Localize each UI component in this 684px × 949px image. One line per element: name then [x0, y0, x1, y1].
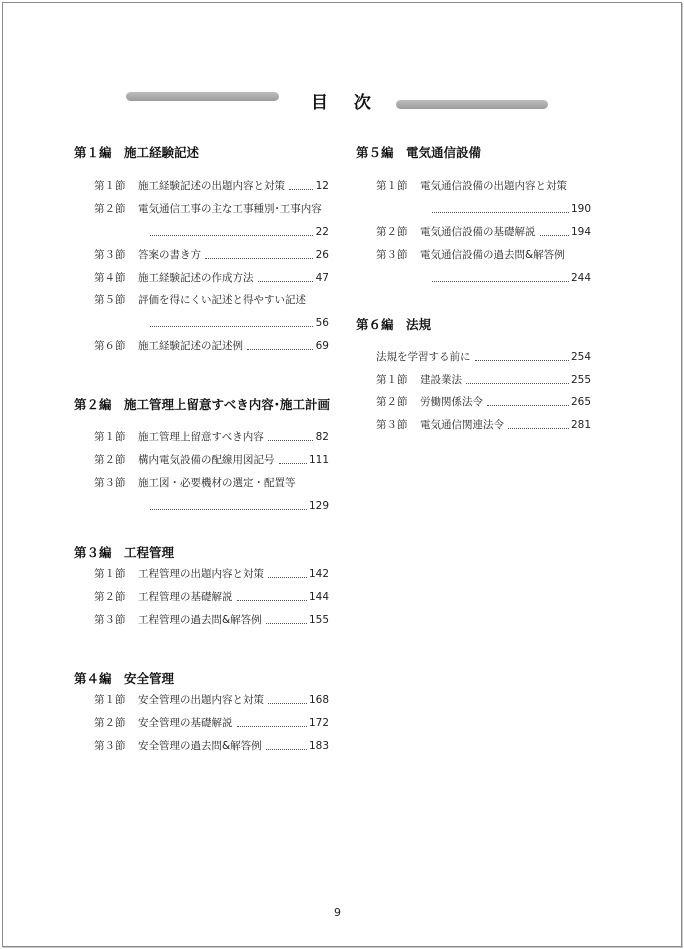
section-number: 第３節 — [94, 477, 126, 489]
dot-leader — [150, 500, 307, 510]
section-label: 電気通信関連法令 — [420, 419, 504, 431]
section-label: 工程管理の過去問&解答例 — [138, 614, 262, 626]
part-title: 第３編 工程管理 — [74, 545, 175, 560]
section-label: 建設業法 — [420, 374, 462, 386]
toc-entry[interactable] — [94, 567, 264, 581]
section-label: 電気通信工事の主な工事種別･工事内容 — [138, 203, 322, 215]
toc-entry[interactable] — [94, 430, 264, 444]
dot-leader — [266, 614, 307, 624]
toc-entry[interactable] — [94, 248, 201, 262]
section-number: 第１節 — [94, 431, 126, 443]
section-number: 第６節 — [94, 340, 126, 352]
toc-entry[interactable] — [94, 179, 285, 193]
page-ref: 255 — [570, 374, 591, 386]
dot-leader — [279, 454, 307, 464]
part-title: 第４編 安全管理 — [74, 671, 175, 686]
section-number: 第３節 — [94, 740, 126, 752]
section-label: 施工経験記述の記述例 — [138, 340, 243, 352]
part-title: 第１編 施工経験記述 — [74, 145, 200, 160]
section-label: 法規を学習する前に — [376, 351, 471, 363]
section-number: 第４節 — [94, 272, 126, 284]
dot-leader — [268, 431, 313, 441]
title-decoration-right — [396, 100, 548, 109]
page-ref: 47 — [315, 272, 329, 284]
dot-leader — [237, 591, 307, 601]
toc-entry[interactable] — [376, 395, 483, 409]
dot-leader — [432, 272, 569, 282]
toc-entry[interactable] — [94, 293, 306, 307]
page-ref: 194 — [570, 226, 591, 238]
page-ref: 281 — [570, 419, 591, 431]
page-ref: 22 — [315, 226, 329, 238]
dot-leader — [268, 694, 307, 704]
toc-entry[interactable] — [376, 248, 565, 262]
page-ref: 190 — [570, 203, 591, 215]
section-number: 第２節 — [94, 717, 126, 729]
section-label: 安全管理の過去問&解答例 — [138, 740, 262, 752]
page-ref: 111 — [308, 454, 329, 466]
section-label: 電気通信設備の出題内容と対策 — [420, 180, 567, 192]
dot-leader — [289, 180, 313, 190]
section-label: 施工経験記述の出題内容と対策 — [138, 180, 285, 192]
page-ref: 56 — [315, 317, 329, 329]
toc-entry[interactable] — [376, 418, 504, 432]
dot-leader — [508, 419, 569, 429]
section-number: 第２節 — [376, 226, 408, 238]
toc-entry[interactable] — [376, 225, 536, 239]
part-title: 第５編 電気通信設備 — [356, 145, 482, 160]
section-number: 第３節 — [376, 249, 408, 261]
section-number: 第１節 — [94, 180, 126, 192]
page-ref: 172 — [308, 717, 329, 729]
section-label: 安全管理の出題内容と対策 — [138, 694, 264, 706]
section-label: 工程管理の基礎解説 — [138, 591, 233, 603]
dot-leader — [150, 226, 313, 236]
page-ref: 129 — [308, 500, 329, 512]
dot-leader — [266, 740, 307, 750]
section-number: 第１節 — [94, 568, 126, 580]
dot-leader — [258, 272, 314, 282]
toc-entry[interactable] — [94, 739, 262, 753]
toc-entry[interactable] — [94, 339, 243, 353]
toc-entry[interactable] — [376, 179, 567, 193]
section-label: 労働関係法令 — [420, 396, 483, 408]
section-label: 電気通信設備の過去問&解答例 — [420, 249, 565, 261]
section-label: 構内電気設備の配線用図記号 — [138, 454, 275, 466]
toc-entry[interactable] — [94, 202, 322, 216]
page-ref: 142 — [308, 568, 329, 580]
section-number: 第２節 — [94, 591, 126, 603]
section-number: 第３節 — [376, 419, 408, 431]
section-label: 電気通信設備の基礎解説 — [420, 226, 536, 238]
toc-entry[interactable] — [376, 350, 471, 364]
section-label: 施工図・必要機材の選定・配置等 — [138, 477, 296, 489]
page-ref: 26 — [315, 249, 329, 261]
page-ref: 244 — [570, 272, 591, 284]
page-ref: 69 — [315, 340, 329, 352]
dot-leader — [205, 249, 313, 259]
toc-entry[interactable] — [376, 373, 462, 387]
section-number: 第１節 — [376, 374, 408, 386]
toc-entry[interactable] — [94, 476, 296, 490]
toc-entry[interactable] — [94, 716, 233, 730]
page-ref: 183 — [308, 740, 329, 752]
dot-leader — [466, 374, 569, 384]
toc-header — [0, 88, 684, 112]
section-number: 第５節 — [94, 294, 126, 306]
dot-leader — [237, 717, 307, 727]
page-ref: 254 — [570, 351, 591, 363]
section-label: 施工経験記述の作成方法 — [138, 272, 254, 284]
title-decoration-left — [126, 92, 279, 101]
dot-leader — [247, 340, 313, 350]
page-number: 9 — [334, 906, 341, 919]
section-number: 第２節 — [94, 203, 126, 215]
dot-leader — [487, 396, 569, 406]
page-ref: 82 — [315, 431, 329, 443]
page-ref: 155 — [308, 614, 329, 626]
section-number: 第２節 — [376, 396, 408, 408]
section-number: 第２節 — [94, 454, 126, 466]
section-label: 評価を得にくい記述と得やすい記述 — [138, 294, 306, 306]
section-label: 答案の書き方 — [138, 249, 201, 261]
page-ref: 168 — [308, 694, 329, 706]
dot-leader — [432, 203, 569, 213]
section-number: 第１節 — [94, 694, 126, 706]
toc-entry[interactable] — [94, 613, 262, 627]
page-ref: 265 — [570, 396, 591, 408]
part-title: 第６編 法規 — [356, 317, 432, 332]
section-number: 第３節 — [94, 614, 126, 626]
page-ref: 12 — [315, 180, 329, 192]
page-title: 目 次 — [311, 93, 381, 113]
dot-leader — [475, 351, 569, 361]
part-title: 第２編 施工管理上留意すべき内容･施工計画 — [74, 397, 331, 412]
section-number: 第３節 — [94, 249, 126, 261]
dot-leader — [150, 317, 313, 327]
toc-entry[interactable] — [94, 453, 275, 467]
toc-entry[interactable] — [94, 693, 264, 707]
toc-entry[interactable] — [94, 271, 254, 285]
section-label: 施工管理上留意すべき内容 — [138, 431, 264, 443]
dot-leader — [268, 568, 307, 578]
section-label: 安全管理の基礎解説 — [138, 717, 233, 729]
page-ref: 144 — [308, 591, 329, 603]
dot-leader — [540, 226, 569, 236]
section-number: 第１節 — [376, 180, 408, 192]
section-label: 工程管理の出題内容と対策 — [138, 568, 264, 580]
toc-entry[interactable] — [94, 590, 233, 604]
